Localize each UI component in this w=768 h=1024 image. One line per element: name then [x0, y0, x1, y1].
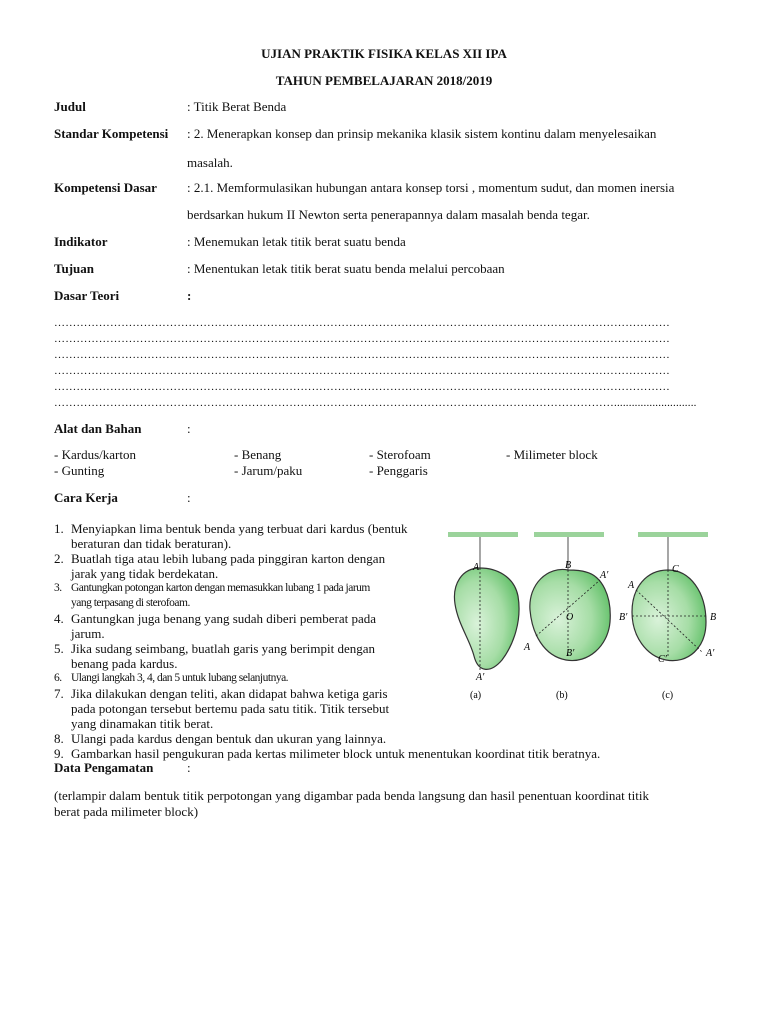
- step-item: 8. Ulangi pada kardus dengan bentuk dan ukuran yang lainnya.: [54, 731, 387, 746]
- tujuan-value: : Menentukan letak titik berat suatu benda melalui percobaan: [187, 261, 505, 276]
- data-pengamatan-text-cont: berat pada milimeter block): [54, 804, 199, 819]
- label-a-bottom: A′: [476, 672, 485, 683]
- support-bar: [638, 532, 708, 537]
- material-item: - Jarum/paku: [234, 463, 303, 478]
- dotted-line: …………………………………………………………………………………………………………………………………………………: [54, 333, 670, 345]
- label-b-b-prime: B′: [566, 648, 575, 659]
- dotted-line: …………………………………………………………………………………………………………………………………………………: [54, 317, 670, 329]
- caption-c: (c): [662, 690, 674, 701]
- page-title: UJIAN PRAKTIK FISIKA KELAS XII IPA: [261, 46, 507, 61]
- cardboard-shape-c: [632, 570, 706, 661]
- alat-label: Alat dan Bahan: [54, 421, 142, 436]
- kompetensi-label: Kompetensi Dasar: [54, 180, 157, 195]
- standar-value: : 2. Menerapkan konsep dan prinsip mekanika klasik sistem kontinu dalam menyelesaikan: [187, 126, 657, 141]
- dotted-line: …………………………………………………………………………………………………………………………………………………: [54, 349, 670, 361]
- support-bar: [534, 532, 604, 537]
- caption-a: (a): [470, 690, 482, 701]
- step-item: 2. Buatlah tiga atau lebih lubang pada pinggiran karton dengan jarak yang tidak berdekatan.: [54, 551, 386, 581]
- dasar-teori-label: Dasar Teori: [54, 288, 120, 303]
- step-item: 9. Gambarkan hasil pengukuran pada kertas milimeter block untuk menentukan koordinat titik beratnya.: [54, 746, 601, 761]
- cardboard-shape-a: [454, 568, 519, 669]
- step-item: 7. Jika dilakukan dengan teliti, akan didapat bahwa ketiga garis pada potongan tersebut bertemu pada satu titik. Titik tersebut yang dinamakan titik berat.: [54, 686, 390, 731]
- label-a-top: A: [473, 562, 480, 573]
- material-item: - Gunting: [54, 463, 105, 478]
- center-of-gravity-figure: [440, 532, 730, 714]
- standar-value-cont: masalah.: [187, 155, 233, 170]
- indikator-value: : Menemukan letak titik berat suatu benda: [187, 234, 406, 249]
- material-item: - Penggaris: [369, 463, 428, 478]
- data-pengamatan-text: (terlampir dalam bentuk titik perpotongan yang digambar pada benda langsung dan hasil penentuan koordinat titik: [54, 788, 649, 803]
- step-item: 4. Gantungkan juga benang yang sudah diberi pemberat pada jarum.: [54, 611, 377, 641]
- data-pengamatan-colon: :: [187, 760, 191, 775]
- dotted-line: ……………………………………………………………………………………………………………………………………............................: [54, 397, 697, 409]
- cara-label: Cara Kerja: [54, 490, 118, 505]
- label-b-top: B: [565, 560, 572, 571]
- label-c-a: A: [628, 580, 635, 591]
- alat-colon: :: [187, 421, 191, 436]
- standar-label: Standar Kompetensi: [54, 126, 169, 141]
- kompetensi-value: : 2.1. Memformulasikan hubungan antara konsep torsi , momentum sudut, dan momen inersia: [187, 180, 675, 195]
- step-item: 1. Menyiapkan lima bentuk benda yang terbuat dari kardus (bentuk beraturan dan tidak beraturan).: [54, 521, 408, 551]
- label-b-o: O: [566, 612, 574, 623]
- indikator-label: Indikator: [54, 234, 108, 249]
- step-item: 5. Jika sudang seimbang, buatlah garis yang berimpit dengan benang pada kardus.: [54, 641, 375, 671]
- judul-value: : Titik Berat Benda: [187, 99, 287, 114]
- kompetensi-value-cont: berdsarkan hukum II Newton serta penerapannya dalam masalah benda tegar.: [187, 207, 590, 222]
- tujuan-label: Tujuan: [54, 261, 94, 276]
- label-c-b: B: [710, 612, 717, 623]
- support-bar: [448, 532, 518, 537]
- label-c-b-prime: B′: [619, 612, 628, 623]
- material-item: - Sterofoam: [369, 447, 431, 462]
- material-item: - Benang: [234, 447, 282, 462]
- dotted-line: …………………………………………………………………………………………………………………………………………………: [54, 365, 670, 377]
- cara-colon: :: [187, 490, 191, 505]
- page-subtitle: TAHUN PEMBELAJARAN 2018/2019: [275, 73, 493, 88]
- label-c-c-prime: C′: [658, 654, 667, 665]
- material-item: - Kardus/karton: [54, 447, 136, 462]
- label-c-c: C: [672, 564, 679, 575]
- step-item: 3. Gantungkan potongan karton dengan memasukkan lubang 1 pada jarum yang terpasang di sterofoam.: [54, 582, 370, 609]
- step-item: 6. Ulangi langkah 3, 4, dan 5 untuk lubang selanjutnya.: [54, 672, 289, 684]
- label-b-a: A: [524, 642, 531, 653]
- judul-label: Judul: [54, 99, 86, 114]
- dasar-teori-colon: :: [187, 288, 192, 303]
- label-c-a-prime: A′: [706, 648, 715, 659]
- material-item: - Milimeter block: [506, 447, 598, 462]
- dotted-line: …………………………………………………………………………………………………………………………………………………: [54, 381, 670, 393]
- label-b-a-prime: A′: [600, 570, 609, 581]
- data-pengamatan-label: Data Pengamatan: [54, 760, 154, 775]
- caption-b: (b): [556, 690, 568, 701]
